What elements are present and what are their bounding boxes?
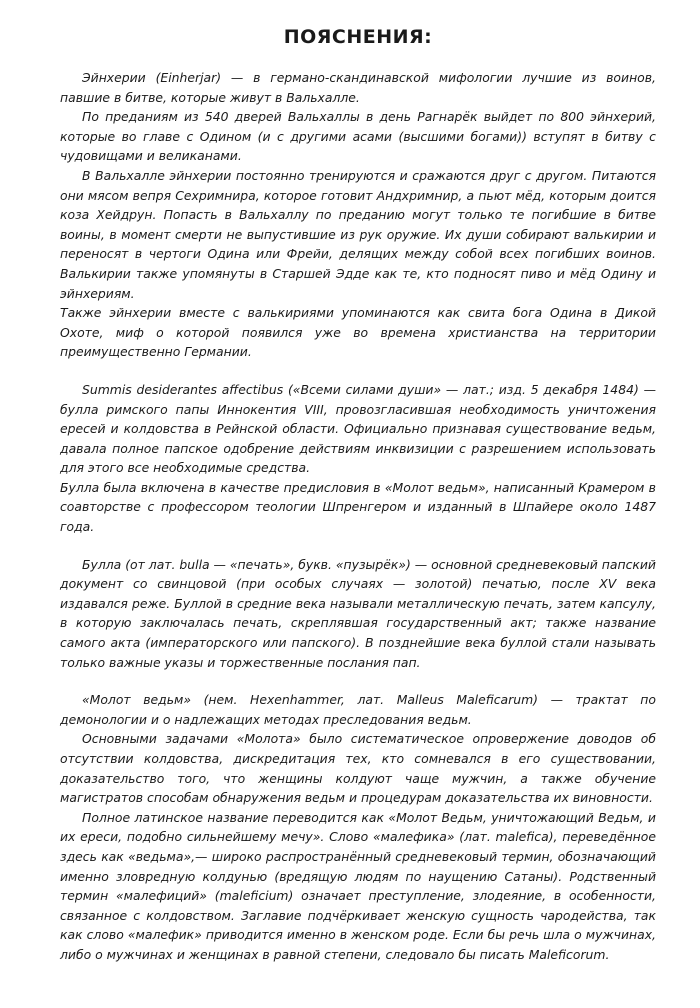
section-einherjar — [60, 68, 656, 362]
section-summis-desiderantes — [60, 380, 656, 537]
paragraph: Summis desiderantes affectibus («Всеми силами души» — лат.; изд. 5 декабря 1484) — булла римского папы Иннокентия VIII, провозгласившая необходимость уничтожения ересей и колдовства в Рейнской области. Официально признавая существование ведьм, давала полное папское одобрение действиям инквизиции с разрешением использовать для этого все необходимые средства. — [60, 381, 656, 476]
paragraph: В Вальхалле эйнхерии постоянно тренируются и сражаются друг с другом. Питаются они мясом вепря Сехримнира, которое готовит Андхримнир, а пьют мёд, которым доится коза Хейдрун. Попасть в Вальхаллу по преданию могут только те погибшие в битве воины, в момент смерти не выпустившие из рук оружие. Их души собирают валькирии и переносят в чертоги Одина или Фрейи, делящих между собой всех погибших воинов. Валькирии также упомянуты в Старшей Эдде как те, кто подносят пиво и мёд Одину и эйнхериям. — [60, 167, 656, 301]
paragraph: Полное латинское название переводится как «Молот Ведьм, уничтожающий Ведьм, и их ереси, подобно сильнейшему мечу». Слово «малефика» (лат. malefica), переведённое здесь как «ведьма»,— широко распространённый средневековый термин, обозначающий именно зловредную колдунью (вредящую людям по наущению Сатаны). Родственный термин «малефиций» (maleficium) означает преступление, злодеяние, в особенности, связанное с колдовством. Заглавие подчёркивает женскую сущность чародейства, так как слово «малефик» приводится именно в женском роде. Если бы речь шла о мужчинах, либо о мужчинах и женщинах в равной степени, следовало бы писать Maleficorum. — [60, 809, 656, 962]
paragraph: Основными задачами «Молота» было систематическое опровержение доводов об отсутствии колдовства, дискредитация тех, кто сомневался в его существовании, доказательство того, что женщины колдуют чаще мужчин, а также обучение магистратов способам обнаружения ведьм и процедурам доказательства их виновности. — [60, 731, 656, 806]
section-malleus-maleficarum — [60, 690, 656, 964]
paragraph: Также эйнхерии вместе с валькириями упоминаются как свита бога Одина в Дикой Охоте, миф о которой появился уже во времена христианства на территории преимущественно Германии. — [60, 305, 656, 360]
page-title: ПОЯСНЕНИЯ: — [283, 26, 433, 48]
section-bulla — [60, 555, 656, 673]
section-divider — [60, 537, 656, 555]
section-divider — [60, 362, 656, 380]
paragraph: Эйнхерии (Einherjar) — в германо-скандинавской мифологии лучшие из воинов, павшие в битве, которые живут в Вальхалле. — [60, 70, 656, 105]
paragraph: Булла была включена в качестве предисловия в «Молот ведьм», написанный Крамером в соавторстве с профессором теологии Шпренгером и изданный в Шпайере около 1487 года. — [60, 479, 656, 535]
section-divider — [60, 672, 656, 690]
paragraph: По преданиям из 540 дверей Вальхаллы в день Рагнарёк выйдет по 800 эйнхерий, которые во главе с Одином (и с другими асами (высшими богами)) вступят в битву с чудовищами и великанами. — [60, 109, 656, 164]
paragraph: «Молот ведьм» (нем. Hexenhammer, лат. Malleus Maleficarum) — трактат по демонологии и о надлежащих методах преследования ведьм. — [60, 692, 656, 727]
paragraph: Булла (от лат. bulla — «печать», букв. «пузырёк») — основной средневековый папский документ со свинцовой (при особых случаях — золотой) печатью, после XV века издавался реже. Буллой в средние века называли металлическую печать, затем капсулу, в которую заключалась печать, скреплявшая государственный акт; также название самого акта (императорского или папского). В позднейшие века буллой стали называть только важные указы и торжественные послания пап. — [60, 556, 656, 670]
